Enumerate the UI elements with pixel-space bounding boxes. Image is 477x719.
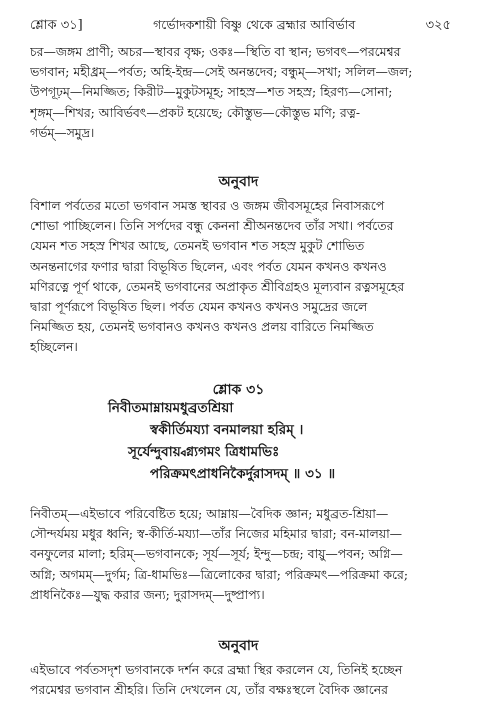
verse-line: পরিক্রমৎপ্রাধনিকৈর্দুরাসদম্ ॥ ৩১ ॥	[150, 466, 336, 482]
glossary-top	[30, 42, 451, 143]
verse-line: স্বকীর্তিময্যা বনমালয়া হরিম্ ।	[150, 422, 304, 438]
glossary-line: প্রাধনিকৈঃ—যুদ্ধ করার জন্য; দুরাসদম্—দুষ্প্রাপ্য।	[30, 586, 265, 602]
glossary-line: ভগবান; মহীধ্রম্—পর্বত; অহি-ইন্দ্র—সেই অনন্তদেব; বন্ধুম্—সখা; সলিল—জল;	[30, 64, 413, 80]
translation-line: দ্বারা পূর্ণরূপে বিভূষিত ছিল। পর্বত যেমন কখনও কখনও সমুদ্রের জলে	[30, 299, 368, 315]
glossary-line: বনফুলের মালা; হরিম্—ভগবানকে; সূর্য—সূর্য; ইন্দু—চন্দ্র; বায়ু—পবন; অগ্নি—	[30, 546, 403, 562]
glossary-line: উপগূঢ়ম্—নিমজ্জিত; কিরীট—মুকুটসমূহ; সাহস্র—শত সহস্র; হিরণ্য—সোনা;	[30, 84, 393, 100]
glossary-line: সৌন্দর্যময় মধুর ধ্বনি; স্ব-কীর্তি-ময্যা—তাঁর নিজের মহিমার দ্বারা; বন-মালয়া—	[30, 526, 403, 542]
page-header	[30, 16, 451, 36]
glossary-line: গর্ভম্—সমুদ্র।	[30, 124, 95, 140]
glossary-line: শৃঙ্গম্—শিখর; আবির্ভবৎ—প্রকট হয়েছে; কৌস্তুভ—কৌস্তুভ মণি; রত্ন-	[30, 104, 361, 120]
glossary-line: চর—জঙ্গম প্রাণী; অচর—স্থাবর বৃক্ষ; ওকঃ—স্থিতি বা স্থান; ভগবৎ—পরমেশ্বর	[30, 44, 401, 59]
verse-heading: শ্লোক ৩১	[212, 382, 265, 398]
verse-line: সূর্যেন্দুবায়্বগ্ন্যগমং ত্রিধামভিঃ	[128, 444, 280, 460]
translation-line: মণিরত্নে পূর্ণ থাকে, তেমনই ভগবানের অপ্রাকৃত শ্রীবিগ্রহও মূল্যবান রত্নসমূহের	[30, 278, 405, 294]
translation-line: পরমেশ্বর ভগবান শ্রীহরি। তিনি দেখলেন যে, তাঁর বক্ষঃস্থলে বৈদিক জ্ঞানের	[30, 682, 388, 698]
translation-line: হচ্ছিলেন।	[30, 339, 78, 355]
translation-heading: অনুবাদ	[218, 638, 259, 654]
translation-line: বিশাল পর্বতের মতো ভগবান সমস্ত স্থাবর ও জঙ্গম জীবসমূহের নিবাসরূপে	[30, 198, 385, 213]
verse-line: নিবীতমাম্নায়মধুব্রতশ্রিয়া	[108, 400, 234, 416]
translation-line: এইভাবে পর্বতসদৃশ ভগবানকে দর্শন করে ব্রহ্মা স্থির করলেন যে, তিনিই হচ্ছেন	[30, 662, 403, 677]
glossary-line: অগ্নি; অগমম্—দুর্গম; ত্রি-ধামভিঃ—ত্রিলোকের দ্বারা; পরিক্রমৎ—পরিক্রমা করে;	[30, 566, 409, 582]
verse-reference: শ্লোক ৩১]	[30, 18, 83, 33]
glossary-bottom	[30, 504, 451, 605]
translation-line: যেমন শত সহস্র শিখর আছে, তেমনই ভগবান শত সহস্র মুকুট শোভিত	[30, 238, 365, 254]
translation-paragraph	[30, 660, 451, 700]
glossary-line: নিবীতম্—এইভাবে পরিবেষ্টিত হয়ে; আম্নায়—বৈদিক জ্ঞান; মধুব্রত-শ্রিয়া—	[30, 506, 389, 521]
translation-line: শোভা পাচ্ছিলেন। তিনি সর্পদের বন্ধু কেননা শ্রীঅনন্তদেব তাঁর সখা। পর্বতের	[30, 218, 394, 234]
chapter-title: গর্ভোদকশায়ী বিষ্ণু থেকে ব্রহ্মার আবির্ভাব	[153, 17, 356, 32]
translation-line: অনন্তনাগের ফণার দ্বারা বিভূষিত ছিলেন, এবং পর্বত যেমন কখনও কখনও	[30, 258, 387, 274]
page-number: ৩২৫	[425, 18, 451, 33]
translation-paragraph	[30, 196, 451, 358]
translation-line: নিমজ্জিত হয়, তেমনই ভগবানও কখনও কখনও প্রলয় বারিতে নিমজ্জিত	[30, 319, 374, 335]
translation-heading: অনুবাদ	[218, 174, 259, 190]
